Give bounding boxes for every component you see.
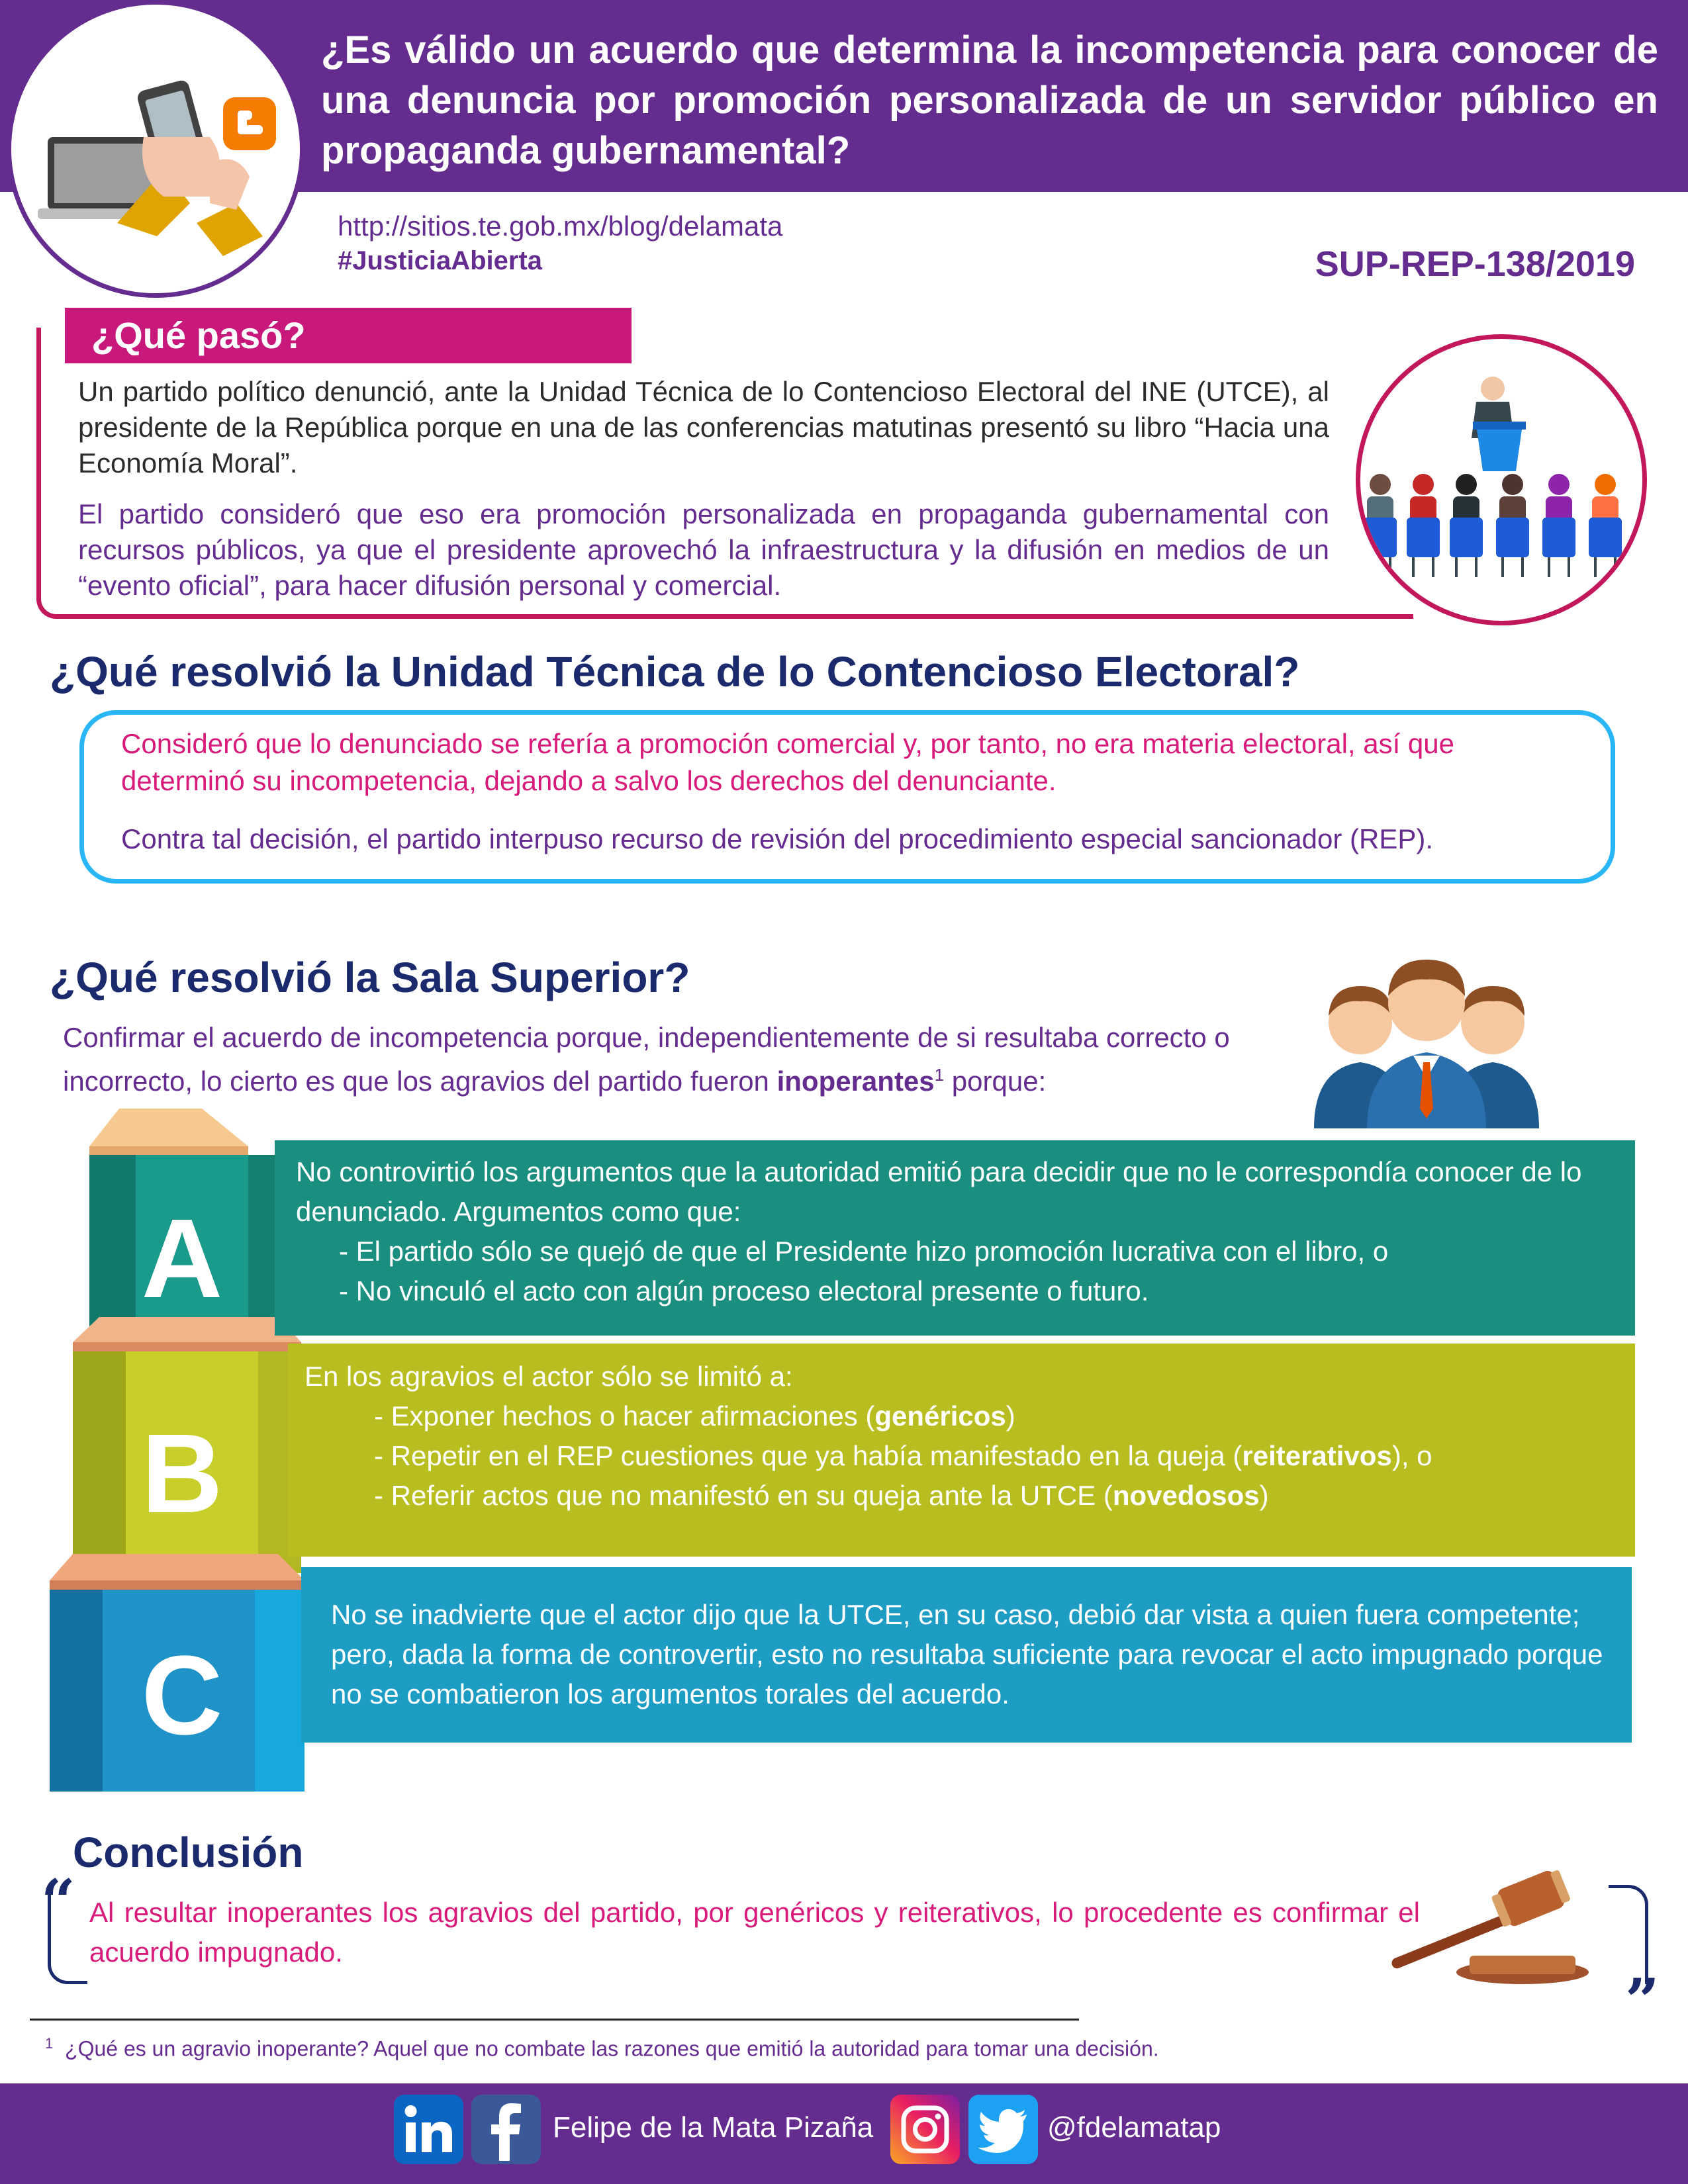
utce-paragraph-1: Consideró que lo denunciado se refería a promoción comercial y, por tanto, no era materia electoral, así que determinó su incompetencia, dejando a salvo los derechos del denunciante. [121, 728, 1455, 796]
blog-link[interactable]: http://sitios.te.gob.mx/blog/delamata [338, 210, 783, 242]
que-paso-paragraph-1: Un partido político denunció, ante la Unidad Técnica de lo Contencioso Electoral del INE (UTCE), al presidente de la República porque en una de las conferencias matutinas presentó su libro “Hacia una Economía Moral”. [78, 376, 1329, 478]
block-c-top [50, 1554, 305, 1580]
b2-tail: ), o [1391, 1440, 1432, 1471]
block-b-item-2 [305, 1436, 1615, 1476]
sala-superior-intro [63, 1019, 1294, 1100]
judges-icon [1307, 930, 1546, 1128]
sala-superior-heading: ¿Qué resolvió la Sala Superior? [50, 954, 690, 1001]
linkedin-icon[interactable] [394, 2095, 463, 2164]
block-a-top [89, 1109, 248, 1146]
que-paso-paragraph-2: El partido consideró que eso era promoción personalizada en propaganda gubernamental con recursos públicos, ya que el presidente aprovechó la infraestructura y la difusión en medios de un “evento oficial”, para hacer difusión personal y comercial. [78, 498, 1329, 601]
intro-bold: inoperantes [776, 1066, 935, 1097]
utce-paragraph-2: Contra tal decisión, el partido interpuso recurso de revisión del procedimiento especial sancionador (REP). [121, 823, 1434, 854]
b1-bold: genéricos [874, 1400, 1006, 1432]
facebook-icon[interactable] [471, 2095, 541, 2164]
case-number: SUP-REP-138/2019 [1315, 244, 1635, 284]
footnote-marker: 1 [45, 2035, 54, 2052]
footnote-rule [30, 2019, 1079, 2021]
b3-bold: novedosos [1112, 1480, 1260, 1511]
utce-heading: ¿Qué resolvió la Unidad Técnica de lo Contencioso Electoral? [50, 648, 1300, 696]
block-a-letter: A [141, 1196, 223, 1322]
laptop-phone-blog-icon [11, 5, 303, 296]
block-a-item-1: - El partido sólo se quejó de que el Presidente hizo promoción lucrativa con el libro, o [339, 1236, 1389, 1267]
block-b-item-1 [305, 1396, 1615, 1436]
header-illustration [7, 0, 305, 298]
intro-tail: porque: [944, 1066, 1047, 1097]
open-quote: “ [41, 1866, 75, 1936]
b3-text: - Referir actos que no manifestó en su queja ante la UTCE ( [374, 1480, 1113, 1511]
gavel-icon [1383, 1863, 1602, 1989]
instagram-icon[interactable] [890, 2095, 960, 2164]
block-b-item-3 [305, 1476, 1615, 1516]
twitter-icon[interactable] [968, 2095, 1038, 2164]
intro-text: Confirmar el acuerdo de incompetencia porque, independientemente de si resultaba correcto o incorrecto, lo cierto es que los agravios del partido fueron [63, 1022, 1230, 1097]
block-a-content [275, 1140, 1635, 1336]
b1-tail: ) [1006, 1400, 1015, 1432]
hashtag: #JusticiaAbierta [338, 246, 543, 275]
que-paso-heading: ¿Qué pasó? [65, 308, 632, 363]
footnote-text: ¿Qué es un agravio inoperante? Aquel que no combate las razones que emitió la autoridad para tomar una decisión. [65, 2036, 1159, 2061]
b3-tail: ) [1259, 1480, 1269, 1511]
b2-text: - Repetir en el REP cuestiones que ya había manifestado en la queja ( [374, 1440, 1243, 1471]
twitter-handle[interactable]: @fdelamatap [1047, 2111, 1221, 2144]
press-conference-icon [1360, 339, 1642, 621]
conclusion-heading: Conclusión [73, 1829, 304, 1876]
block-b-text: En los agravios el actor sólo se limitó a: [305, 1361, 793, 1392]
footnote [45, 2035, 1159, 2062]
b2-bold: reiterativos [1242, 1440, 1392, 1471]
block-b-content [288, 1343, 1635, 1557]
block-a-text: No controvirtió los argumentos que la autoridad emitió para decidir que no le correspondía conocer de lo denunciado. Argumentos como que: [296, 1156, 1582, 1227]
block-c-text: No se inadvierte que el actor dijo que la UTCE, en su caso, debió dar vista a quien fuera competente; pero, dada la forma de controvertir, esto no resultaba suficiente para revocar el acto impugnado porque no se combatieron los argumentos torales del acuerdo. [331, 1599, 1603, 1709]
conference-illustration [1356, 334, 1647, 625]
block-c-letter: C [141, 1633, 223, 1758]
footnote-ref[interactable]: 1 [934, 1065, 945, 1085]
author-name: Felipe de la Mata Pizaña [553, 2111, 874, 2144]
close-quote: ” [1625, 1966, 1660, 2036]
block-a-item-2: - No vinculó el acto con algún proceso electoral presente o futuro. [339, 1275, 1149, 1306]
b1-text: - Exponer hechos o hacer afirmaciones ( [374, 1400, 875, 1432]
conclusion-text: Al resultar inoperantes los agravios del partido, por genéricos y reiterativos, lo procedente es confirmar el acuerdo impugnado. [89, 1897, 1420, 1968]
block-c-content [301, 1567, 1632, 1743]
block-b-letter: B [141, 1411, 223, 1537]
page-title: ¿Es válido un acuerdo que determina la incompetencia para conocer de una denuncia por promoción personalizada de un servidor público en propaganda gubernamental? [321, 28, 1658, 172]
